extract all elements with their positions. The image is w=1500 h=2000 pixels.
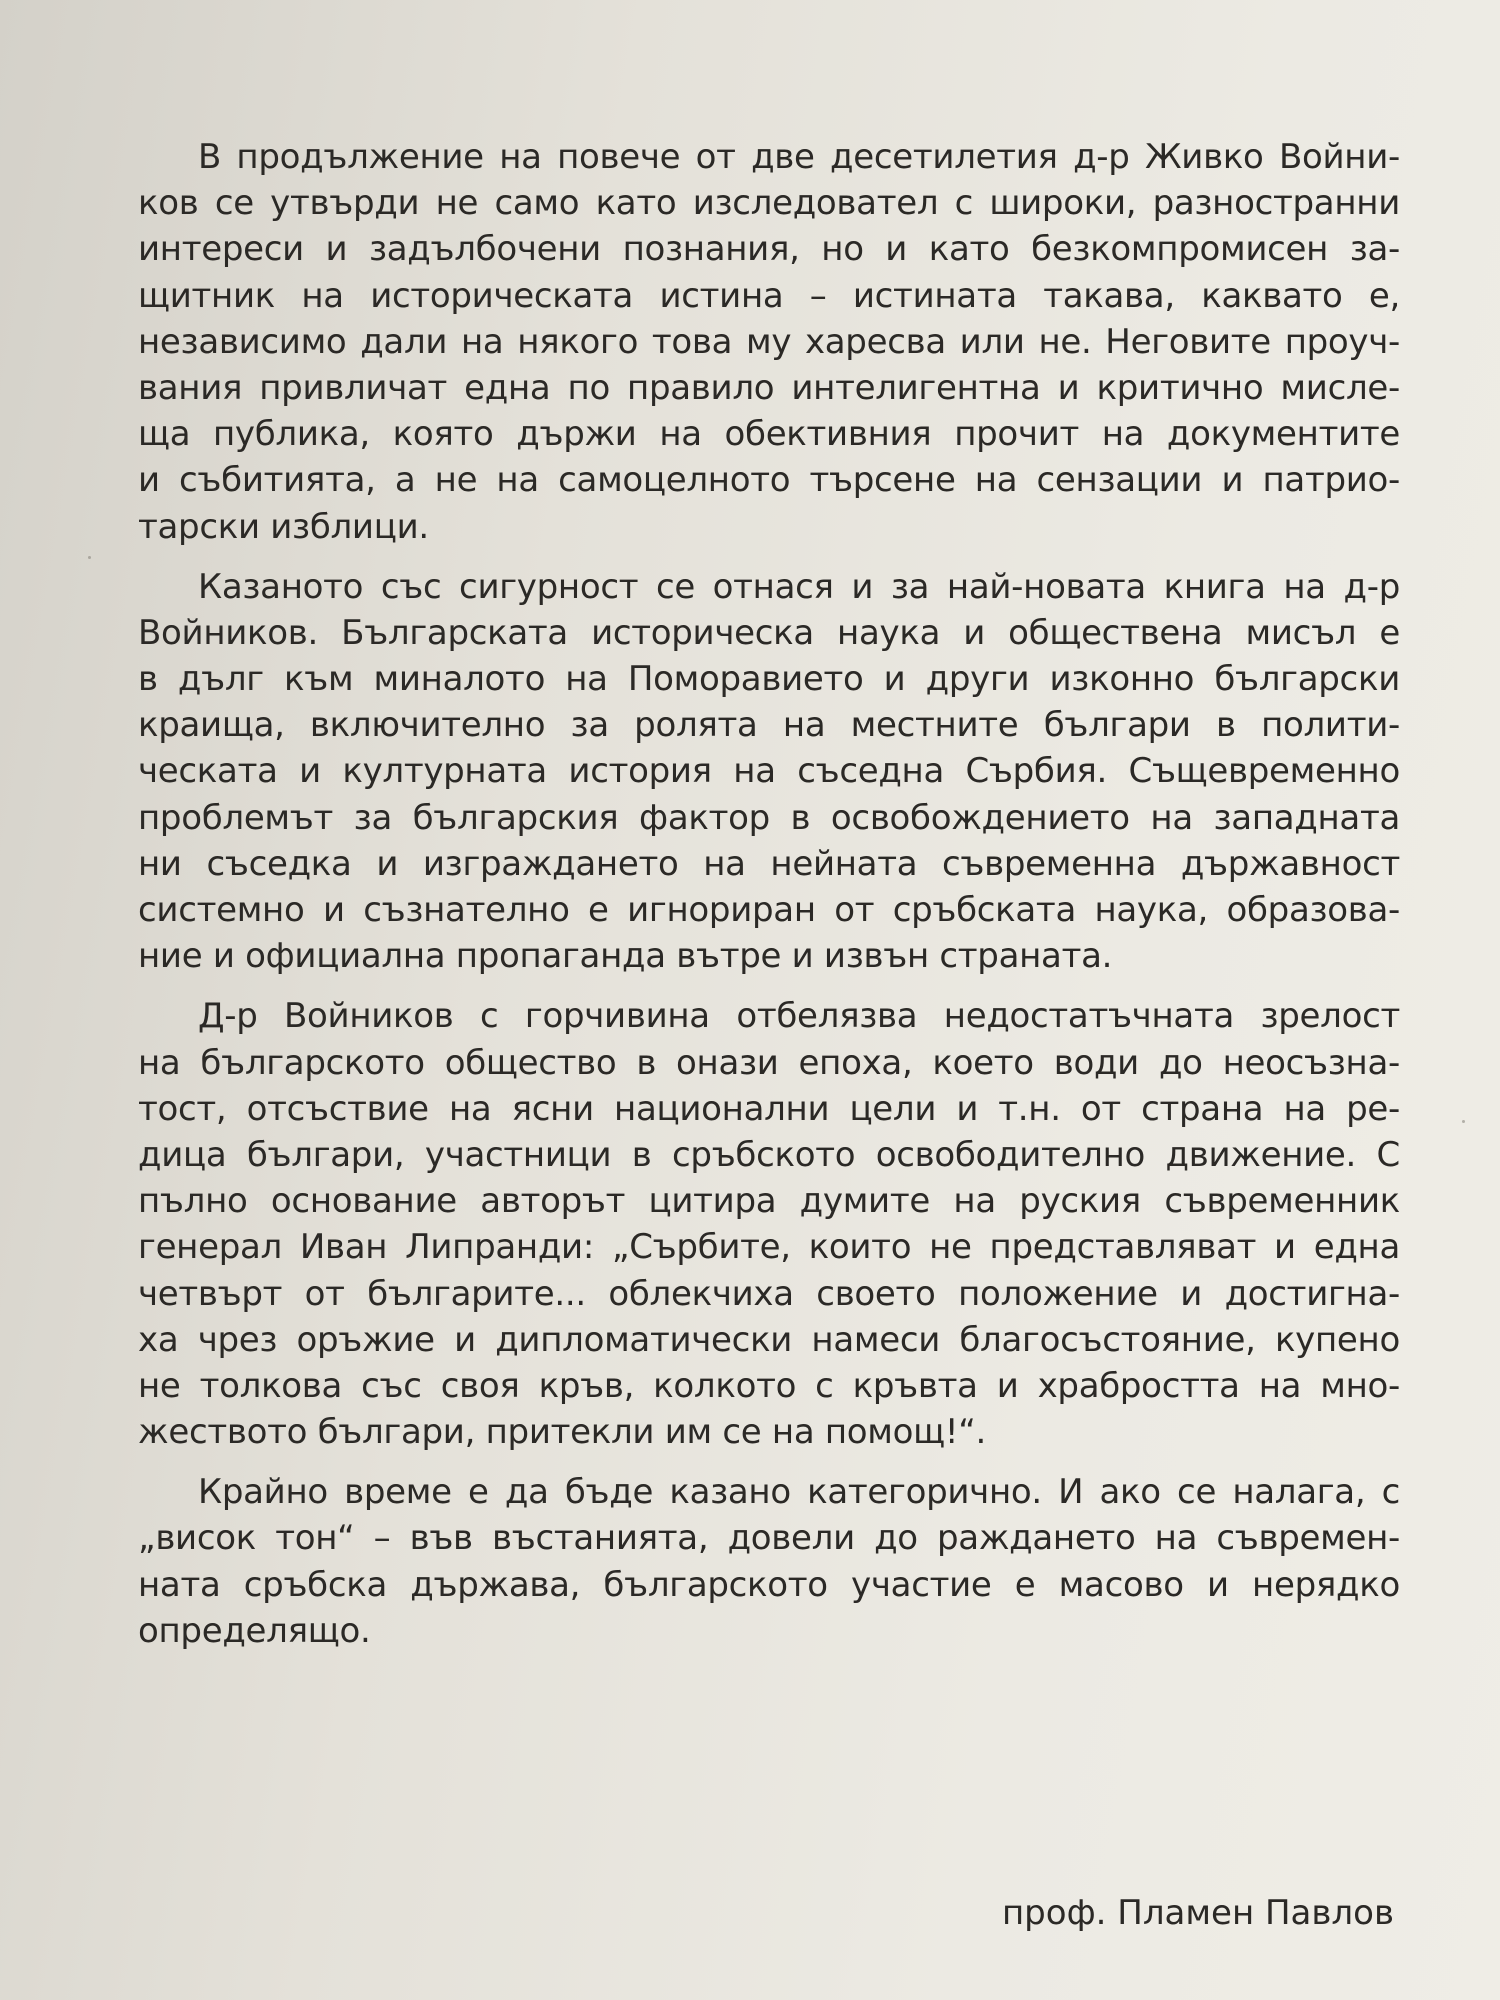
paragraph-3 — [138, 993, 1400, 1455]
text-line: определящо. — [138, 1610, 371, 1651]
paper-speck — [88, 556, 91, 559]
text-line: жеството българи, притекли им се на помощ!“. — [138, 1412, 987, 1453]
text-line: вания привличат една по правило интелигентна и критично мисле- — [138, 367, 1400, 408]
text-line: тост, отсъствие на ясни национални цели и т.н. от страна на ре- — [138, 1088, 1400, 1129]
paper-speck — [1462, 1120, 1465, 1123]
text-line: ща публика, която държи на обективния прочит на документите — [138, 414, 1400, 455]
text-line: не толкова със своя кръв, колкото с кръвта и храбростта на мно- — [138, 1365, 1400, 1406]
text-line: и събитията, а не на самоцелното търсене на сензации и патрио- — [138, 460, 1400, 501]
text-line: тарски изблици. — [138, 506, 429, 547]
text-line: ни съседка и изграждането на нейната съвременна държавност — [138, 843, 1400, 884]
text-line: В продължение на повече от две десетилетия д-р Живко Войни- — [198, 137, 1400, 177]
text-line: ха чрез оръжие и дипломатически намеси благосъстояние, купено — [138, 1319, 1400, 1360]
text-line: Казаното със сигурност се отнася и за най-новата книга на д-р — [198, 566, 1400, 607]
text-line: „висок тон“ – във въстанията, довели до раждането на съвремен- — [138, 1518, 1400, 1559]
text-line: ков се утвърди не само като изследовател с широки, разностранни — [138, 183, 1400, 224]
text-line: пълно основание авторът цитира думите на руския съвременник — [138, 1181, 1400, 1222]
paragraph-2 — [138, 564, 1400, 980]
text-line: Д-р Войников с горчивина отбелязва недостатъчната зрелост — [198, 996, 1400, 1037]
text-line: щитник на историческата истина – истината такава, каквато е, — [138, 275, 1400, 316]
text-line: проблемът за българския фактор в освобождението на западната — [138, 797, 1400, 838]
text-line: независимо дали на някого това му харесва или не. Неговите проуч- — [138, 321, 1400, 362]
author-signature: проф. Пламен Павлов — [1001, 1893, 1394, 1933]
text-line: ние и официална пропаганда вътре и извън страната. — [138, 936, 1113, 977]
text-line: Войников. Българската историческа наука и обществена мисъл е — [138, 612, 1400, 653]
paragraph-1 — [138, 134, 1400, 550]
text-line: ческата и културната история на съседна Сърбия. Същевременно — [138, 751, 1400, 792]
text-line: Крайно време е да бъде казано категорично. И ако се налага, с — [198, 1472, 1400, 1513]
text-line: на българското общество в онази епоха, което води до неосъзна- — [138, 1042, 1400, 1083]
paragraph-gap — [138, 1455, 1400, 1469]
body-text — [138, 134, 1400, 1654]
text-line: интереси и задълбочени познания, но и като безкомпромисен за- — [138, 229, 1400, 270]
text-line: генерал Иван Липранди: „Сърбите, които не представляват и една — [138, 1227, 1400, 1268]
paragraph-4 — [138, 1469, 1400, 1654]
text-line: четвърт от българите... облекчиха своето положение и достигна- — [138, 1273, 1400, 1314]
text-line: дица българи, участници в сръбското освободително движение. С — [138, 1134, 1400, 1175]
text-line: в дълг към миналото на Поморавието и други изконно български — [138, 659, 1400, 700]
paragraph-gap — [138, 550, 1400, 564]
text-line: краища, включително за ролята на местните българи в полити- — [138, 705, 1400, 746]
text-line: ната сръбска държава, българското участие е масово и нерядко — [138, 1564, 1400, 1605]
text-line: системно и съзнателно е игнориран от сръбската наука, образова- — [138, 890, 1400, 930]
paragraph-gap — [138, 979, 1400, 993]
